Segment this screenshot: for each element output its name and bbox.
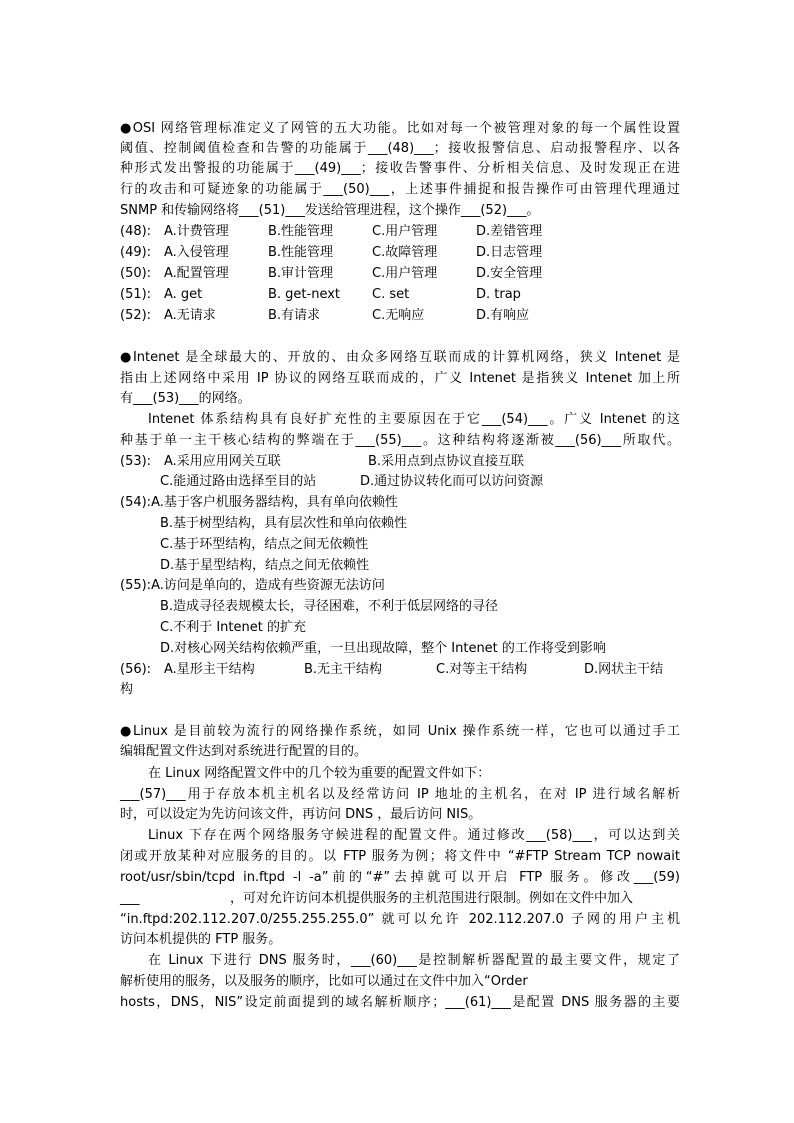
option-d: D.有响应 [476, 308, 530, 323]
q2-line-2: 指由上述网络中采用 IP 协议的网络互联而成的，广义 Intenet 是指狭义 Intenet 加上所 [120, 371, 680, 386]
q2-line-1: ●Intenet 是全球最大的、开放的、由众多网络互联而成的计算机网络，狭义 Intenet 是 [120, 350, 680, 365]
q3-para5-line-3: hosts，DNS，NIS”设定前面提到的域名解析顺序；___(61)___是配置 DNS 服务器的主要 [120, 995, 680, 1010]
answer-blank: ___ [120, 891, 140, 906]
q3-para5-line-1: 在 Linux 下进行 DNS 服务时，___(60)___是控制解析器配置的最主要文件，规定了 [148, 953, 680, 968]
option-number: (53): [120, 454, 152, 469]
option-d: D.网状主干结 [584, 662, 664, 677]
option-c: C.用户管理 [372, 266, 438, 281]
option-number: (50): [120, 266, 152, 281]
option-row-50 [120, 264, 680, 284]
q2-para2-line-2: 种基于单一主干核心结构的弊端在于___(55)___。这种结构将逐渐被___(56)___所取代。 [120, 433, 680, 448]
option-55-a [120, 576, 680, 596]
option-number: (52): [120, 308, 152, 323]
option-55-c: C.不利于 Intenet 的扩充 [160, 620, 306, 635]
option-a: A.采用应用网关互联 [164, 454, 281, 469]
option-c: C.无响应 [372, 308, 425, 323]
q3-para4-line-2: 闭或开放某种对应服务的目的。以 FTP 服务为例；将文件中 “#FTP Stream TCP nowait [120, 849, 680, 864]
q3-line-2: 编辑配置文件达到对系统进行配置的目的。 [120, 744, 368, 759]
option-number: (49): [120, 245, 152, 260]
option-number: (54): [120, 495, 152, 510]
q1-line-1: ●OSI 网络管理标准定义了网管的五大功能。比如对每一个被管理对象的每一个属性设置 [120, 121, 680, 136]
option-d: D.通过协议转化而可以访问资源 [360, 474, 544, 489]
option-row-53-cd [160, 472, 720, 492]
option-b: B.审计管理 [268, 266, 334, 281]
q3-para4-line-5: “in.ftpd:202.112.207.0/255.255.255.0” 就可以允许 202.112.207.0 子网的用户主机 [120, 912, 680, 927]
option-c: C. set [372, 287, 410, 302]
option-56-wrap: 构 [120, 682, 134, 697]
q3-para2: 在 Linux 网络配置文件中的几个较为重要的配置文件如下： [148, 766, 491, 781]
option-c: C.对等主干结构 [436, 662, 528, 677]
q1-line-5: SNMP 和传输网络将___(51)___发送给管理进程，这个操作___(52)___。 [120, 203, 540, 218]
option-a: A.访问是单向的，造成有些资源无法访问 [151, 578, 385, 593]
q3-para4-line-6: 访问本机提供的 FTP 服务。 [120, 932, 282, 947]
option-c: C.用户管理 [372, 224, 438, 239]
option-row-49 [120, 243, 680, 263]
option-c: C.故障管理 [372, 245, 438, 260]
option-b: B.无主干结构 [304, 662, 383, 677]
q3-para5-line-2: 解析使用的服务，以及服务的顺序，比如可以通过在文件中加入“Order [120, 974, 528, 989]
option-c: C.能通过路由选择至目的站 [160, 474, 317, 489]
option-54-c: C.基于环型结构，结点之间无依赖性 [160, 537, 369, 552]
option-number: (48): [120, 224, 152, 239]
option-a: A.配置管理 [164, 266, 229, 281]
option-row-53-ab [120, 452, 680, 472]
q1-line-2: 阈值、控制阈值检查和告警的功能属于___(48)___；接收报警信息、启动报警程序、以各 [120, 141, 680, 156]
option-b: B. get-next [268, 287, 341, 302]
option-55-d: D.对核心网关结构依赖严重，一旦出现故障，整个 Intenet 的工作将受到影响 [160, 641, 606, 656]
option-a: A.入侵管理 [164, 245, 229, 260]
q3-para3-line-2: 时，可以设定为先访问该文件，再访问 DNS ，最后访问 NIS。 [120, 807, 482, 822]
option-54-d: D.基于星型结构，结点之间无依赖性 [160, 558, 370, 573]
option-d: D.差错管理 [476, 224, 543, 239]
option-a: A.无请求 [164, 308, 216, 323]
option-b: B.性能管理 [268, 224, 334, 239]
option-row-48 [120, 222, 680, 242]
q3-para3-line-1: ___(57)___用于存放本机主机名以及经常访问 IP 地址的主机名，在对 IP 进行域名解析 [120, 787, 680, 802]
option-54-a [120, 493, 680, 513]
option-number: (51): [120, 287, 152, 302]
option-row-56 [120, 660, 680, 680]
option-a: A.基于客户机服务器结构，具有单向依赖性 [151, 495, 398, 510]
option-d: D.日志管理 [476, 245, 543, 260]
q1-line-3: 种形式发出警报的功能属于___(49)___；接收告警事件、分析相关信息、及时发现正在进 [120, 161, 680, 176]
option-a: A.星形主干结构 [164, 662, 255, 677]
option-a: A.计费管理 [164, 224, 229, 239]
q2-para2-line-1: Intenet 体系结构具有良好扩充性的主要原因在于它___(54)___。广义 Intenet 的这 [148, 412, 680, 427]
q2-line-3: 有___(53)___的网络。 [120, 391, 251, 406]
option-row-51 [120, 285, 680, 305]
option-number: (55): [120, 578, 152, 593]
q3-para4-line-4 [120, 889, 680, 909]
option-55-b: B.造成寻径表规模太长，寻径困难，不利于低层网络的寻径 [160, 599, 499, 614]
option-number: (56): [120, 662, 152, 677]
option-b: B.有请求 [268, 308, 321, 323]
q3-para4-line-1: Linux 下存在两个网络服务守候进程的配置文件。通过修改___(58)___，可以达到关 [148, 828, 680, 843]
option-row-52 [120, 306, 680, 326]
q3-line-1: ●Linux 是目前较为流行的网络操作系统，如同 Unix 操作系统一样，它也可以通过手工 [120, 724, 680, 739]
q3-para4-cont: ，可对允许访问本机提供服务的主机范围进行限制。例如在文件中加入 [230, 891, 634, 906]
option-54-b: B.基于树型结构，具有层次性和单向依赖性 [160, 516, 408, 531]
option-d: D. trap [476, 287, 521, 302]
option-b: B.性能管理 [268, 245, 334, 260]
q1-line-4: 行的攻击和可疑迹象的功能属于___(50)___，上述事件捕捉和报告操作可由管理代理通过 [120, 182, 680, 197]
option-a: A. get [164, 287, 203, 302]
option-b: B.采用点到点协议直接互联 [368, 454, 525, 469]
q3-para4-line-3: root/usr/sbin/tcpd in.ftpd -l -a”前的“#”去掉就可以开启 FTP 服务。修改___(59) [120, 870, 680, 885]
option-d: D.安全管理 [476, 266, 543, 281]
